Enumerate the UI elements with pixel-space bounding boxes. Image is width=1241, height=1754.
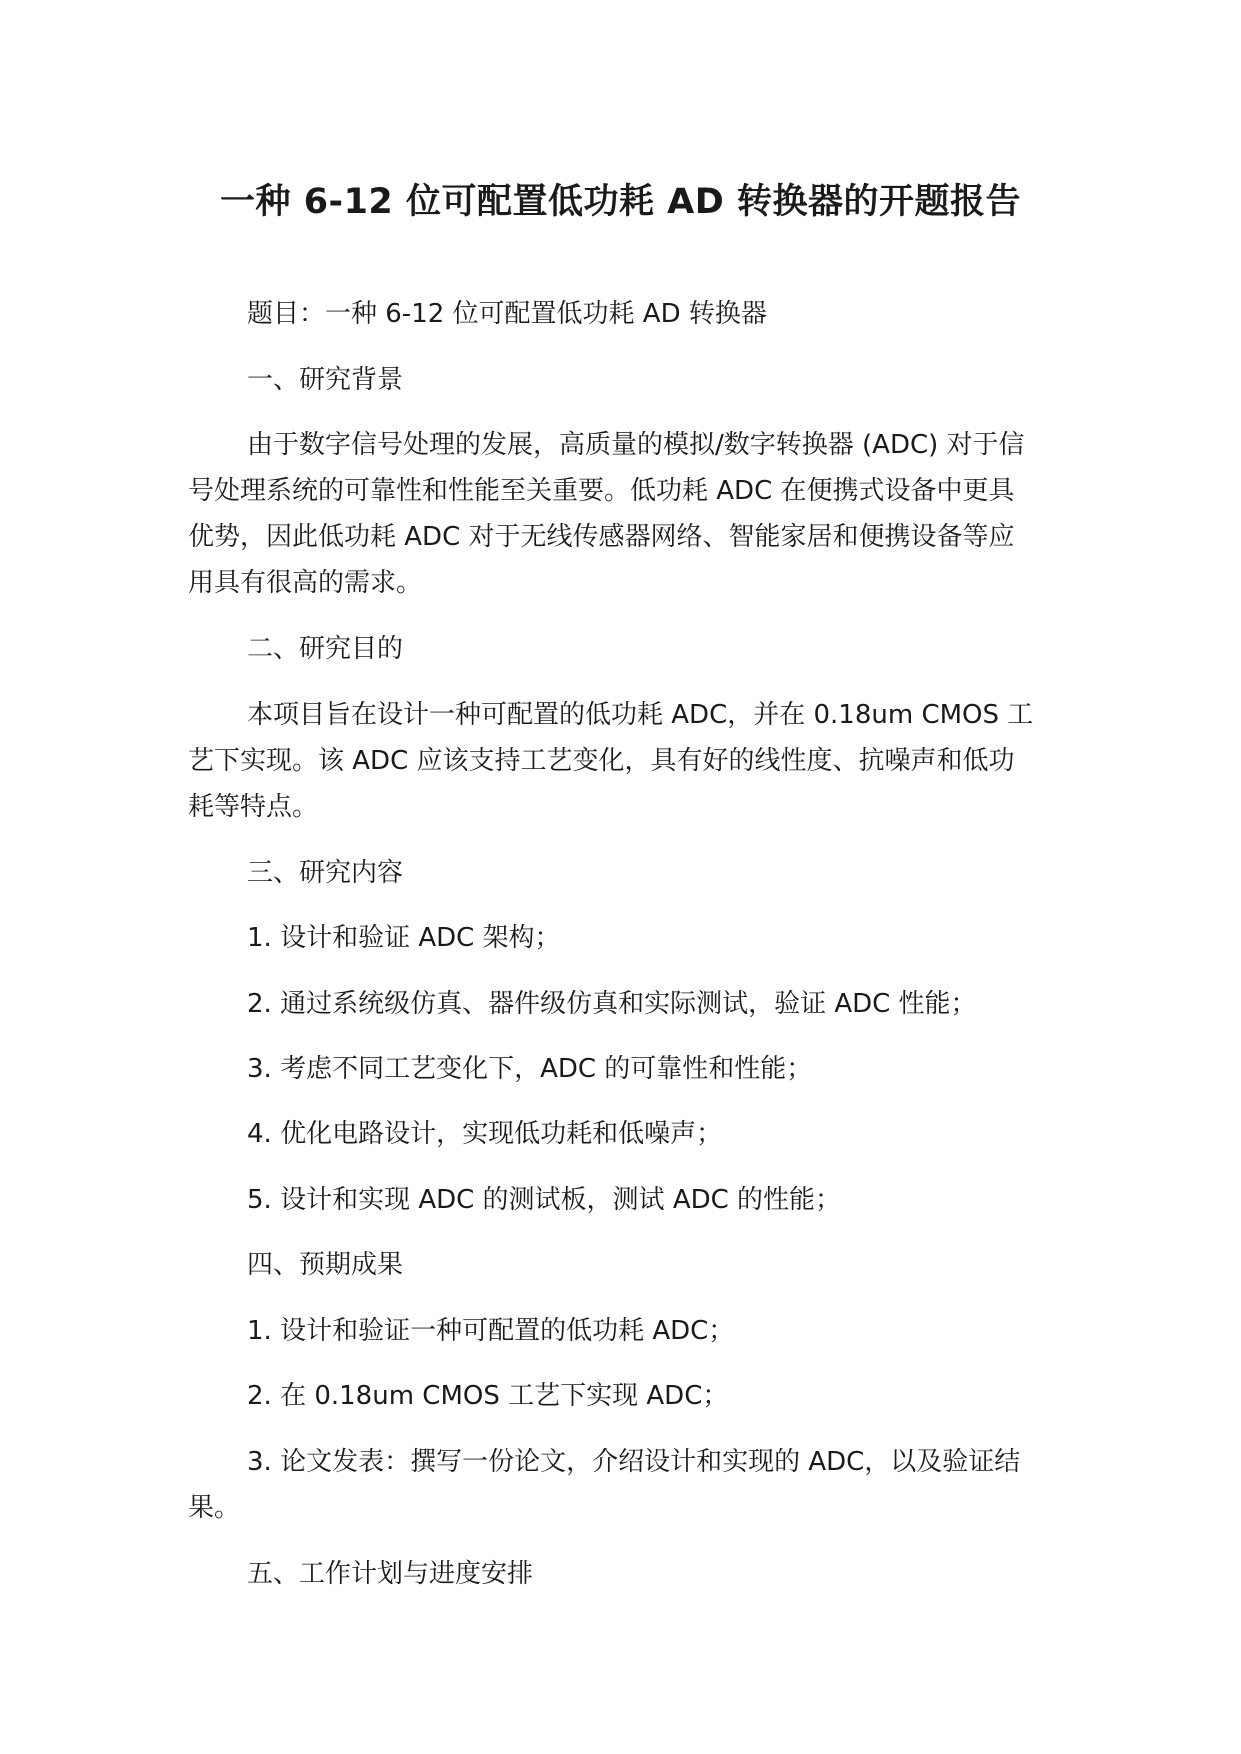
- section-heading-content: 三、研究内容: [247, 858, 404, 888]
- list-item: 3. 考虑不同工艺变化下，ADC 的可靠性和性能；: [247, 1054, 813, 1084]
- section-heading-purpose: 二、研究目的: [247, 634, 404, 664]
- paragraph-line: 号处理系统的可靠性和性能至关重要。低功耗 ADC 在便携式设备中更具: [188, 476, 1015, 506]
- section-heading-background: 一、研究背景: [247, 365, 404, 395]
- list-item: 5. 设计和实现 ADC 的测试板，测试 ADC 的性能；: [247, 1185, 842, 1215]
- list-item: 4. 优化电路设计，实现低功耗和低噪声；: [247, 1119, 723, 1149]
- paragraph-line: 艺下实现。该 ADC 应该支持工艺变化，具有好的线性度、抗噪声和低功: [188, 746, 1015, 776]
- topic-line: 题目：一种 6-12 位可配置低功耗 AD 转换器: [247, 299, 767, 329]
- list-item: 3. 论文发表：撰写一份论文，介绍设计和实现的 ADC，以及验证结: [247, 1447, 1021, 1477]
- paragraph-line: 优势，因此低功耗 ADC 对于无线传感器网络、智能家居和便携设备等应: [188, 522, 1015, 552]
- section-heading-outcomes: 四、预期成果: [247, 1250, 404, 1280]
- paragraph-line: 由于数字信号处理的发展，高质量的模拟/数字转换器 (ADC) 对于信: [247, 430, 1025, 460]
- list-item: 1. 设计和验证 ADC 架构；: [247, 923, 561, 953]
- list-item: 2. 通过系统级仿真、器件级仿真和实际测试，验证 ADC 性能；: [247, 989, 977, 1019]
- list-item: 1. 设计和验证一种可配置的低功耗 ADC；: [247, 1316, 735, 1346]
- paragraph-line: 耗等特点。: [188, 792, 319, 822]
- document-title: 一种 6-12 位可配置低功耗 AD 转换器的开题报告: [220, 182, 1021, 222]
- section-heading-schedule: 五、工作计划与进度安排: [247, 1559, 534, 1589]
- list-item-continuation: 果。: [188, 1493, 241, 1523]
- paragraph-line: 本项目旨在设计一种可配置的低功耗 ADC，并在 0.18um CMOS 工: [247, 700, 1034, 730]
- list-item: 2. 在 0.18um CMOS 工艺下实现 ADC；: [247, 1381, 729, 1411]
- paragraph-line: 用具有很高的需求。: [188, 568, 423, 598]
